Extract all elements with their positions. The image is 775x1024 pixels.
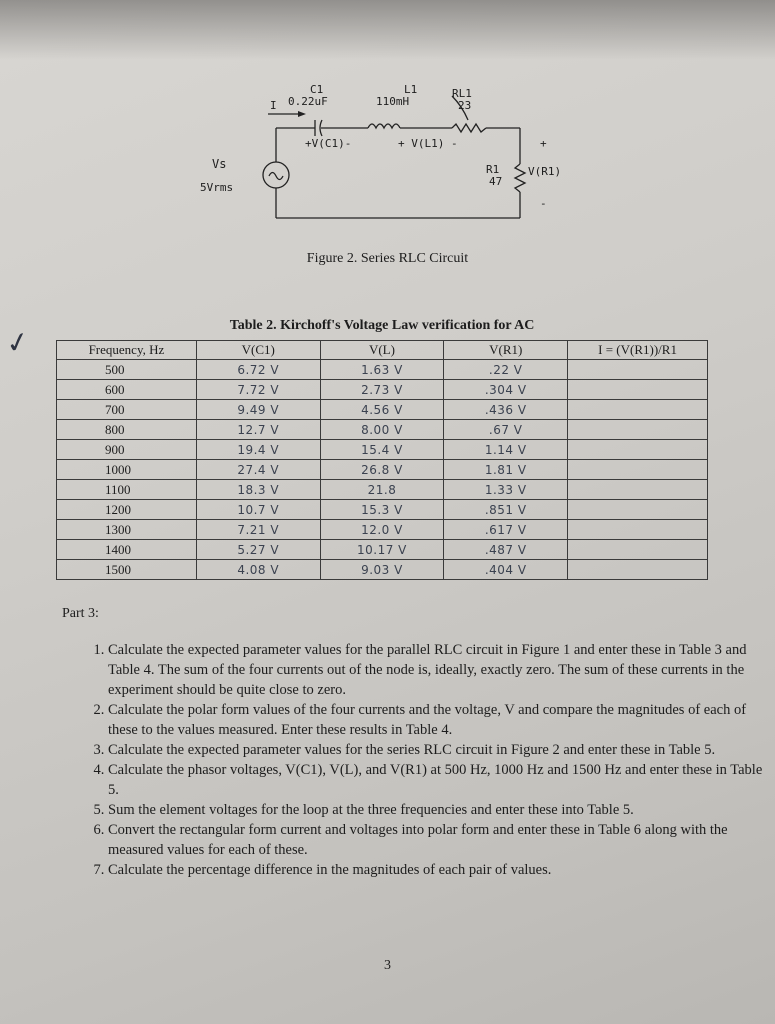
vl-cell: 10.17 V — [320, 540, 444, 560]
table-header-row — [57, 341, 708, 360]
part3-heading: Part 3: — [62, 606, 99, 621]
l1-value: 110mH — [376, 95, 410, 108]
page-shadow — [0, 0, 775, 60]
vc1-cell: 19.4 V — [196, 440, 320, 460]
table-row — [57, 400, 708, 420]
c1-value: 0.22uF — [288, 95, 328, 108]
vr1-label: V(R1) — [528, 165, 562, 178]
kvl-table — [56, 340, 708, 580]
header-vl: V(L) — [320, 341, 444, 360]
vr1-cell: 1.14 V — [444, 440, 568, 460]
l1-name: L1 — [404, 83, 418, 96]
series-rlc-circuit-diagram — [190, 78, 562, 228]
current-cell — [568, 540, 708, 560]
c1-name: C1 — [310, 83, 324, 96]
vl-cell: 15.4 V — [320, 440, 444, 460]
vl-cell: 4.56 V — [320, 400, 444, 420]
table-row — [57, 420, 708, 440]
frequency-cell: 1000 — [57, 460, 197, 480]
circuit-schematic — [190, 78, 550, 228]
vl-cell: 9.03 V — [320, 560, 444, 580]
list-item: 5. Sum the element voltages for the loop at the three frequencies and enter these into Table 5. — [108, 800, 770, 820]
table-row — [57, 480, 708, 500]
current-cell — [568, 500, 708, 520]
checkmark-icon: ✓ — [2, 323, 33, 362]
list-item: 4. Calculate the phasor voltages, V(C1), V(L), and V(R1) at 500 Hz, 1000 Hz and 1500 Hz and enter these in Table 5. — [108, 760, 770, 800]
rl1-name: RL1 — [452, 87, 472, 100]
frequency-cell: 600 — [57, 380, 197, 400]
r1-name: R1 — [486, 163, 500, 176]
list-item: 2. Calculate the polar form values of the four currents and the voltage, V and compare the magnitudes of each of these to the values measured. Enter these results in Table 4. — [108, 700, 770, 740]
vc1-cell: 27.4 V — [196, 460, 320, 480]
table-row — [57, 460, 708, 480]
rl1-value: 23 — [458, 99, 472, 112]
current-cell — [568, 380, 708, 400]
vr1-cell: .404 V — [444, 560, 568, 580]
vc1-cell: 9.49 V — [196, 400, 320, 420]
list-item: 1. Calculate the expected parameter values for the parallel RLC circuit in Figure 1 and enter these in Table 3 and Table 4. The sum of the four currents out of the node is, ideally, exactly zero. The sum of these currents in the experiment should be quite close to zero. — [108, 640, 770, 700]
table-row — [57, 500, 708, 520]
vr1-cell: 1.81 V — [444, 460, 568, 480]
current-cell — [568, 560, 708, 580]
vl-cell: 26.8 V — [320, 460, 444, 480]
current-cell — [568, 520, 708, 540]
frequency-cell: 1500 — [57, 560, 197, 580]
table-row — [57, 360, 708, 380]
r1-minus-sign: - — [540, 197, 547, 210]
vr1-cell: .487 V — [444, 540, 568, 560]
table-title: Table 2. Kirchoff's Voltage Law verification for AC — [229, 318, 535, 333]
vr1-cell: .67 V — [444, 420, 568, 440]
frequency-cell: 1400 — [57, 540, 197, 560]
vc1-cell: 12.7 V — [196, 420, 320, 440]
list-item: 6. Convert the rectangular form current and voltages into polar form and enter these in Table 6 along with the measured values for each of these. — [108, 820, 770, 860]
frequency-cell: 700 — [57, 400, 197, 420]
current-cell — [568, 360, 708, 380]
frequency-cell: 500 — [57, 360, 197, 380]
header-frequency: Frequency, Hz — [57, 341, 197, 360]
figure-caption: Figure 2. Series RLC Circuit — [306, 251, 469, 266]
vl-cell: 8.00 V — [320, 420, 444, 440]
page-number: 3 — [384, 958, 391, 973]
table-row — [57, 560, 708, 580]
table-row — [57, 440, 708, 460]
current-label: I — [270, 99, 277, 112]
frequency-cell: 1200 — [57, 500, 197, 520]
r1-plus-sign: + — [540, 137, 547, 150]
vl-cell: 1.63 V — [320, 360, 444, 380]
header-vr1: V(R1) — [444, 341, 568, 360]
current-cell — [568, 420, 708, 440]
list-item: 7. Calculate the percentage difference in the magnitudes of each pair of values. — [108, 860, 770, 880]
frequency-cell: 800 — [57, 420, 197, 440]
current-cell — [568, 400, 708, 420]
header-current: I = (V(R1))/R1 — [568, 341, 708, 360]
vc1-label: +V(C1)- — [305, 137, 352, 150]
vl-cell: 12.0 V — [320, 520, 444, 540]
vr1-cell: .436 V — [444, 400, 568, 420]
vl1-label: + V(L1) - — [398, 137, 458, 150]
table-row — [57, 380, 708, 400]
table-row — [57, 520, 708, 540]
vc1-cell: 7.21 V — [196, 520, 320, 540]
table-row — [57, 540, 708, 560]
header-vc1: V(C1) — [196, 341, 320, 360]
current-cell — [568, 440, 708, 460]
part3-instructions-list — [78, 640, 770, 880]
vr1-cell: .304 V — [444, 380, 568, 400]
r1-value: 47 — [489, 175, 503, 188]
vs-value: 5Vrms — [200, 181, 234, 194]
vr1-cell: .22 V — [444, 360, 568, 380]
current-cell — [568, 480, 708, 500]
vc1-cell: 7.72 V — [196, 380, 320, 400]
vc1-cell: 4.08 V — [196, 560, 320, 580]
vc1-cell: 10.7 V — [196, 500, 320, 520]
vs-label: Vs — [212, 157, 227, 171]
vc1-cell: 5.27 V — [196, 540, 320, 560]
vr1-cell: .617 V — [444, 520, 568, 540]
frequency-cell: 900 — [57, 440, 197, 460]
vc1-cell: 6.72 V — [196, 360, 320, 380]
frequency-cell: 1100 — [57, 480, 197, 500]
vr1-cell: .851 V — [444, 500, 568, 520]
current-cell — [568, 460, 708, 480]
frequency-cell: 1300 — [57, 520, 197, 540]
vc1-cell: 18.3 V — [196, 480, 320, 500]
vl-cell: 21.8 — [320, 480, 444, 500]
vl-cell: 2.73 V — [320, 380, 444, 400]
vr1-cell: 1.33 V — [444, 480, 568, 500]
vl-cell: 15.3 V — [320, 500, 444, 520]
list-item: 3. Calculate the expected parameter values for the series RLC circuit in Figure 2 and enter these in Table 5. — [108, 740, 770, 760]
